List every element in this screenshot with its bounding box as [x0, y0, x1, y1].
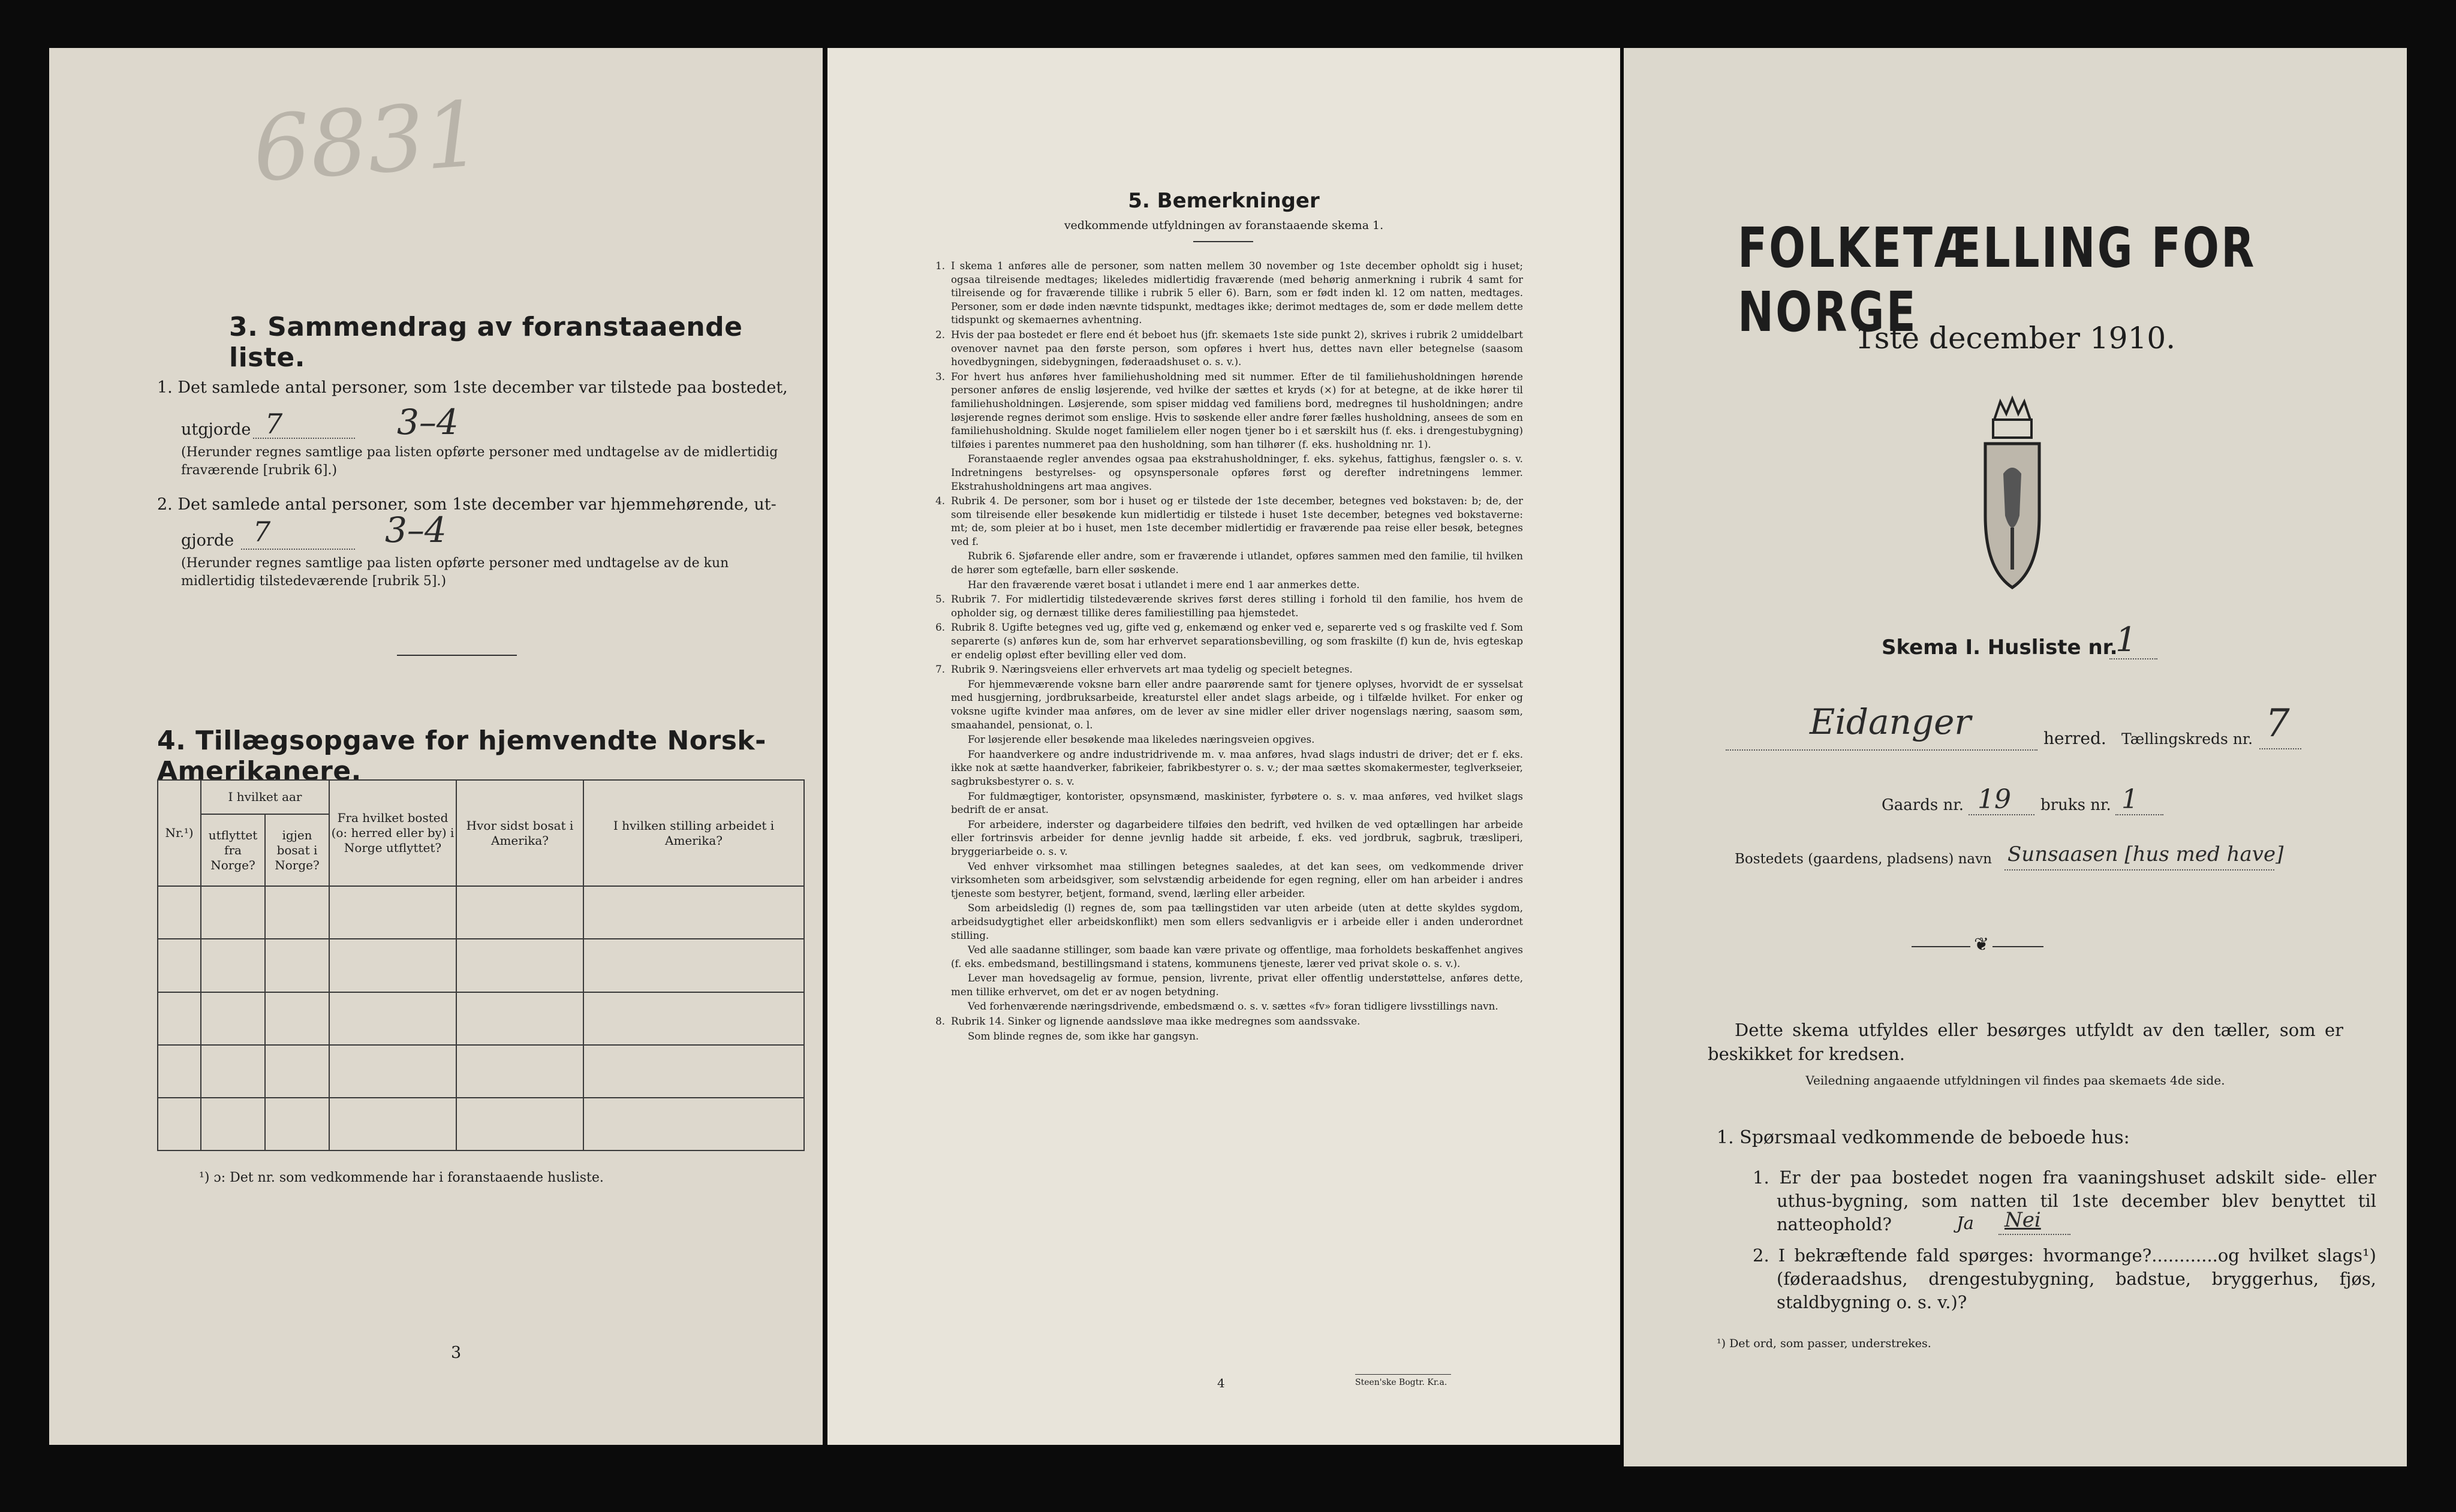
gaards-label: Gaards nr. [1882, 796, 1964, 814]
question-heading: 1. Spørsmaal vedkommende de beboede hus: [1717, 1127, 2130, 1148]
remark-number [923, 1029, 945, 1043]
kreds-value: 7 [2265, 701, 2290, 746]
bruks-label: bruks nr. [2040, 796, 2111, 814]
bosted-dotline [2004, 869, 2274, 871]
item1-label: utgjorde [181, 420, 251, 439]
remark-item [923, 901, 1523, 942]
remark-text: For hvert hus anføres hver familiehusholdning med sit nummer. Efter de til familiehusholdningen hørende personer anføres de enslig løsjerende, ved hvilke der sættes et kryds (×) for at betegne, at de ikke hører til familiehusholdningen. Løsjerende, som spiser middag ved familiens bord, medregnes til husholdningen; andre løsjerende regnes derimot som enslige. Hvis to søskende eller andre fører fælles husholdning, ansees de som en familiehusholdning. Skulde noget familielem eller nogen tjener bo i et særskilt hus (f. eks. i drengestubygning) tilføies i parentes nummeret paa den husholdning, som han tilhører (f. eks. husholdning nr. 1). [951, 370, 1523, 450]
census-title: FOLKETÆLLING FOR NORGE [1738, 216, 2256, 344]
page-number: 4 [1217, 1376, 1225, 1390]
remark-text: Rubrik 4. De personer, som bor i huset og er tilstede der 1ste december, betegnes ved bokstaven: b; de, der som tilreisende eller besøkende kun midlertidig er tilstede i huset 1ste december, betegnes ved bokstaverne: mt; de, som pleier at bo i huset, men 1ste december midlertidig er fraværende paa reise eller besøk, betegnes ved f. [951, 495, 1523, 547]
remark-text: Rubrik 6. Sjøfarende eller andre, som er fraværende i utlandet, opføres sammen med den familie, til hvilken de hører som egtefælle, barn eller søskende. [951, 550, 1523, 576]
remark-text: I skema 1 anføres alle de personer, som natten mellem 30 november og 1ste december opholdt sig i huset; ogsaa tilreisende medtages; likeledes midlertidig fraværende (med behørig anmerkning i rubrik 4 samt for tilreisende og for fraværende tillike i rubrik 5 eller 6). Barn, som er født inden kl. 12 om natten, medtages. Personer, som er døde inden nævnte tidspunkt, medtages ikke; derimot medtages de, som er døde mellem dette tidspunkt og skemaernes avhentning. [951, 260, 1523, 326]
item2-label: gjorde [181, 531, 234, 550]
table-row [158, 939, 804, 992]
remark-text: Foranstaaende regler anvendes ogsaa paa ekstrahusholdninger, f. eks. sykehus, fattighus, fængsler o. s. v. Indretningens bestyrelses- og opsynspersonale opføres først og derefter indretningens lemmer. Ekstrahusholdningens art maa angives. [951, 453, 1523, 492]
bosted-label: Bostedets (gaardens, pladsens) navn [1735, 851, 1992, 867]
returnee-table [157, 779, 805, 1151]
bruks-value: 1 [2121, 784, 2138, 815]
remark-item [923, 592, 1523, 619]
remark-number [923, 943, 945, 970]
remark-item [923, 259, 1523, 327]
remark-text: Rubrik 8. Ugifte betegnes ved ug, gifte ved g, enkemænd og enker ved e, separerte ved s og fraskilte ved f. Som separerte (s) anføres kun de, som har erhvervet separationsbevilling, og som fraskilte (f) kun de, hvis egteskap er endelig opløst efter bevilling eller ved dom. [951, 621, 1523, 661]
remark-number [923, 971, 945, 998]
remark-number: 5. [935, 593, 945, 606]
remark-number: 8. [935, 1015, 945, 1028]
printer-rule [1355, 1374, 1451, 1375]
remark-item [923, 328, 1523, 369]
remark-number [923, 818, 945, 859]
remark-text: Har den fraværende været bosat i utlandet i mere end 1 aar anmerkes dette. [968, 578, 1360, 591]
section3-title: 3. Sammendrag av foranstaaende liste. [229, 312, 743, 373]
item1-note: (Herunder regnes samtlige paa listen opførte personer med undtagelse av de midlertidig fraværende [rubrik 6].) [181, 445, 778, 478]
remark-item [923, 621, 1523, 661]
item1-value: 7 [265, 408, 283, 440]
remark-text: For fuldmægtiger, kontorister, opsynsmænd, maskinister, fyrbøtere o. s. v. maa anføres, ved hvilket slags bedrift de er ansat. [951, 790, 1523, 816]
remark-item [923, 662, 1523, 676]
q1-answer-value: Nei [2004, 1208, 2041, 1232]
q1-answer-dotline [1998, 1234, 2070, 1235]
remarks-divider [1193, 241, 1253, 242]
schema-label: Skema I. Husliste nr. [1882, 635, 2118, 659]
question-2: 2. I bekræftende fald spørges: hvormange?............og hvilket slags¹) (føderaadshus, drengestubygning, badstue, bryggerhus, fjøs, staldbygning o. s. v.)? [1753, 1245, 2376, 1312]
remark-item [923, 748, 1523, 788]
remark-number [923, 901, 945, 942]
remark-item [923, 1014, 1523, 1028]
remark-item [923, 370, 1523, 451]
remark-item [923, 999, 1523, 1013]
item2-text: 2. Det samlede antal personer, som 1ste december var hjemmehørende, ut- [157, 495, 776, 514]
remark-item [923, 452, 1523, 493]
schema-value: 1 [2115, 621, 2137, 659]
table-row [158, 1045, 804, 1098]
herred-value: Eidanger [1810, 701, 1972, 742]
table-footnote: ¹) ɔ: Det nr. som vedkommende har i foranstaaende husliste. [199, 1170, 604, 1185]
remark-text: For haandverkere og andre industridrivende m. v. maa anføres, hvad slags industri de driver; det er f. eks. ikke nok at sætte haandverker, fabrikeier, fabrikbestyrer o. s. v.; der maa sættes skomakermester, teglverkseier, sagbruksbestyrer o. s. v. [951, 748, 1523, 787]
remark-number [923, 549, 945, 576]
remark-text: Ved forhenværende næringsdrivende, embedsmænd o. s. v. sættes «fv» foran tidligere livsstillings navn. [968, 1000, 1498, 1013]
remark-number: 6. [935, 621, 945, 634]
table-row [158, 1098, 804, 1150]
table-row [158, 886, 804, 939]
remark-item [923, 578, 1523, 592]
col-from: Fra hvilket bosted (o: herred eller by) i Norge utflyttet? [329, 780, 456, 886]
remark-text: Hvis der paa bostedet er flere end ét beboet hus (jfr. skemaets 1ste side punkt 2), skrives i rubrik 2 umiddelbart ovenover navnet paa den første person, som opføres i hvert hus, dettes navn eller betegnelse (saasom hovedbygningen, sidebygningen, føderaadshuset o. s. v.). [951, 328, 1523, 368]
kreds-dotline [2259, 748, 2301, 749]
page-summary [49, 48, 823, 1445]
intro-small: Veiledning angaaende utfyldningen vil findes paa skemaets 4de side. [1805, 1073, 2225, 1088]
item2-value: 7 [253, 516, 271, 548]
remark-item [923, 677, 1523, 731]
remark-text: For løsjerende eller besøkende maa likeledes næringsveien opgives. [968, 733, 1315, 746]
remark-text: Ved enhver virksomhet maa stillingen betegnes saaledes, at det kan sees, om vedkommende driver virksomheten som arbeidsgiver, som selvstændig arbeidende for egen regning, eller om han arbeider i andres tjeneste som bestyrer, betjent, formand, svend, lærling eller arbeider. [951, 860, 1523, 899]
remark-item [923, 860, 1523, 900]
remark-text: Rubrik 7. For midlertidig tilstedeværende skrives først deres stilling i forhold til den familie, hos hvem de opholder sig, og dernæst tillike deres familiestilling paa hjemstedet. [951, 593, 1523, 619]
table-row [158, 992, 804, 1045]
remark-number [923, 748, 945, 788]
kreds-label: Tællingskreds nr. [2121, 730, 2253, 748]
remarks-subtitle: vedkommende utfyldningen av foranstaaende skema 1. [1064, 219, 1384, 232]
question-1: 1. Er der paa bostedet nogen fra vaaningshuset adskilt side- eller uthus-bygning, som natten til 1ste december blev benyttet til natteophold? [1753, 1167, 2376, 1234]
remark-text: Lever man hovedsagelig av formue, pension, livrente, privat eller offentlig understøttelse, anføres dette, men tillike erhvervet, om det er av nogen betydning. [951, 972, 1523, 998]
remark-text: For hjemmeværende voksne barn eller andre paarørende samt for tjenere oplyses, hvorvidt de er sysselsat med husgjerning, jordbruksarbeide, kreaturstel eller andet slags arbeide, og i tilfælde hvilket. For enker og voksne ugifte kvinder maa anføres, om de lever av sine midler eller driver nogenslags næring, saasom søm, smaahandel, pensionat, o. l. [951, 677, 1523, 731]
remark-text: Ved alle saadanne stillinger, som baade kan være private og offentlige, maa forholdets beskaffenhet angives (f. eks. embedsmand, bestillingsmand i statens, kommunens tjeneste, lærer ved privat skole o. s. v.). [951, 944, 1523, 969]
remarks-title: 5. Bemerkninger [1128, 189, 1320, 213]
remark-number [923, 578, 945, 592]
remark-text: For arbeidere, inderster og dagarbeidere tilføies den bedrift, ved hvilken de ved optællingen har arbeide eller fortrinsvis arbeider for denne jevnlig hadde sit arbeide, f. eks. ved jordbruk, sagbruk, træsliperi, bryggeriarbeide o. s. v. [951, 818, 1523, 857]
remark-item [923, 971, 1523, 998]
bosted-value: Sunsaasen [hus med have] [2007, 842, 2284, 866]
herred-label: herred. [2043, 728, 2106, 748]
remark-number: 1. [935, 260, 945, 272]
remark-number [923, 790, 945, 817]
remark-text: Rubrik 14. Sinker og lignende aandssløve maa ikke medregnes som aandssvake. [951, 1015, 1361, 1028]
remark-number [923, 677, 945, 731]
remark-number: 7. [935, 663, 945, 676]
q1-answer-label: Ja [1957, 1213, 1974, 1233]
pencil-stamp: 6831 [249, 82, 486, 203]
remark-number: 2. [935, 328, 945, 341]
item2-note: (Herunder regnes samtlige paa listen opførte personer med undtagelse av de kun midlertidig tilstedeværende [rubrik 5].) [181, 556, 729, 589]
page-number: 3 [451, 1344, 462, 1362]
coat-of-arms-emblem [1976, 396, 2048, 608]
remarks-list [923, 259, 1523, 1044]
col-year-group: I hvilket aar [201, 780, 329, 814]
item2-dotline [241, 549, 355, 550]
remark-text: Som arbeidsledig (l) regnes de, som paa tællingstiden var uten arbeide (uten at dette skyldes sygdom, arbeidsudygtighet eller arbeidskonflikt) men som ellers sedvanligvis er i arbeide eller i anden underordnet stilling. [951, 902, 1523, 941]
remark-item [923, 790, 1523, 817]
remark-item [923, 549, 1523, 576]
remark-item [923, 1029, 1523, 1043]
ornament-icon: ❦ [1970, 934, 1993, 955]
col-work: I hvilken stilling arbeidet i Amerika? [583, 780, 804, 886]
remark-number [923, 999, 945, 1013]
remark-number: 3. [935, 370, 945, 382]
remark-number [923, 860, 945, 900]
remark-number [923, 452, 945, 493]
remark-text: Rubrik 9. Næringsveiens eller erhvervets art maa tydelig og specielt betegnes. [951, 663, 1353, 676]
col-returned: igjen bosat i Norge? [265, 814, 329, 886]
section4-title: 4. Tillægsopgave for hjemvendte Norsk-Amerikanere. [157, 725, 766, 787]
printer-imprint: Steen'ske Bogtr. Kr.a. [1355, 1378, 1447, 1387]
remark-item [923, 494, 1523, 548]
remark-item [923, 943, 1523, 970]
page-remarks [827, 48, 1620, 1445]
intro-text: Dette skema utfyldes eller besørges utfyldt av den tæller, som er beskikket for kredsen. [1708, 1020, 2343, 1064]
item1-value-corrected: 3–4 [397, 402, 459, 442]
divider [397, 655, 517, 656]
col-nr: Nr.¹) [158, 780, 201, 886]
census-date: 1ste december 1910. [1855, 321, 2176, 356]
remark-number [923, 733, 945, 746]
remark-number: 4. [935, 495, 945, 507]
item2-value-corrected: 3–4 [385, 510, 447, 550]
item1-text: 1. Det samlede antal personer, som 1ste december var tilstede paa bostedet, [157, 378, 788, 397]
remark-item [923, 733, 1523, 746]
gaards-value: 19 [1978, 784, 2011, 815]
page-footnote: ¹) Det ord, som passer, understrekes. [1717, 1337, 1931, 1350]
remark-text: Som blinde regnes de, som ikke har gangsyn. [968, 1029, 1199, 1042]
remark-item [923, 818, 1523, 859]
col-emigrated: utflyttet fra Norge? [201, 814, 265, 886]
page-cover [1624, 48, 2407, 1466]
col-last: Hvor sidst bosat i Amerika? [456, 780, 583, 886]
